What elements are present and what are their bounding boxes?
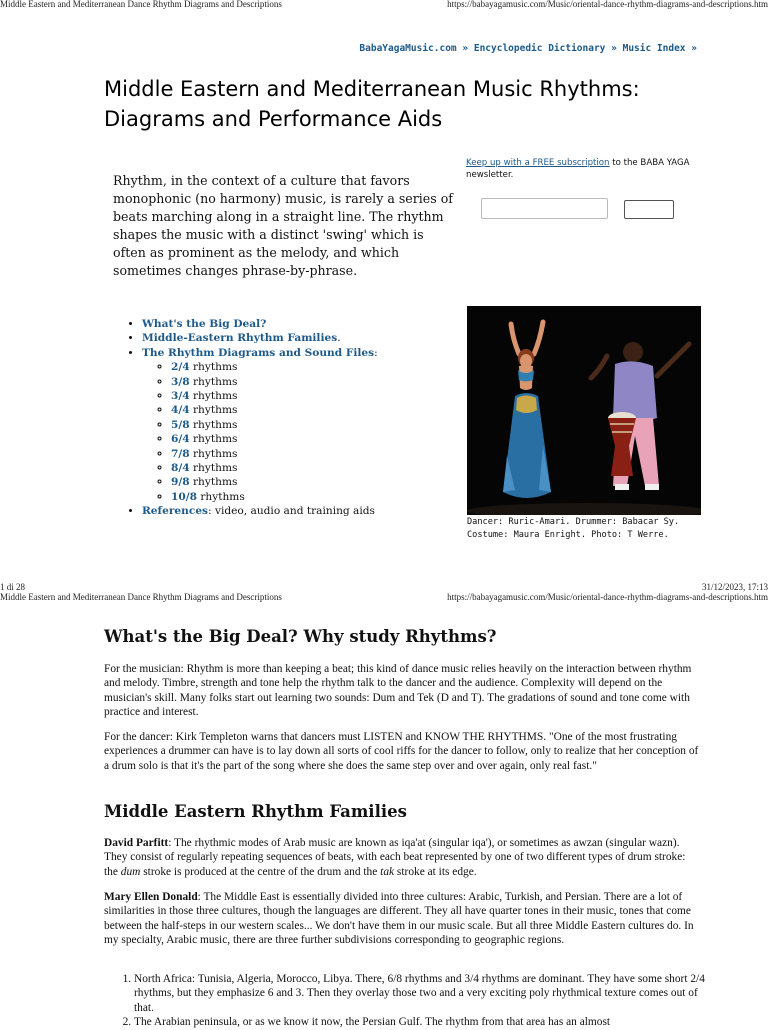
dancer-paragraph: For the dancer: Kirk Templeton warns that dancers must LISTEN and KNOW THE RHYTHMS. "One of the most frustrating experiences a drummer can have is to lay down all sorts of cool riffs for the dancer to follow, only to realize that her conception of a drum solo is that it's the part of the song where she does the same step over and over again, only real fast." (104, 731, 699, 772)
rhythm-suffix: rhythms (189, 447, 238, 460)
rhythm-list (142, 360, 442, 504)
rhythm-item (171, 432, 442, 446)
rhythm-link[interactable]: 2/4 (171, 361, 190, 374)
breadcrumb (359, 43, 697, 54)
rhythm-suffix: rhythms (189, 375, 238, 388)
rhythm-suffix: rhythms (189, 476, 238, 489)
newsletter-email-input[interactable] (481, 198, 608, 219)
parfitt-name: David Parfitt (104, 837, 169, 849)
rhythm-suffix: rhythms (189, 433, 238, 446)
rhythm-link[interactable]: 8/4 (171, 462, 190, 475)
intro-paragraph: Rhythm, in the context of a culture that favors monophonic (no harmony) music, is rarely a series of beats marching along in a straight line. The rhythm shapes the music with a distinct 'swing' which is often as prominent as the melody, and which sometimes changes phrase-by-phrase. (113, 173, 453, 278)
pdf-header-url: https://babayagamusic.com/Music/oriental-dance-rhythm-diagrams-and-descriptions.htm (447, 592, 768, 602)
tak-term: tak (380, 865, 395, 878)
toc-item (142, 317, 442, 331)
rhythm-suffix: rhythms (189, 418, 238, 431)
rhythm-link[interactable]: 3/8 (171, 375, 190, 388)
list-item: 2. The Arabian peninsula, or as we know it now, the Persian Gulf. The rhythm from that area has an almost (134, 1015, 714, 1029)
rhythm-link[interactable]: 7/8 (171, 447, 190, 460)
dum-term: dum (120, 865, 141, 878)
rhythm-item (171, 490, 442, 504)
rhythm-suffix: rhythms (189, 361, 238, 374)
breadcrumb-separator: » (462, 43, 469, 54)
stage-photo-illustration (467, 306, 701, 515)
rhythm-item (171, 475, 442, 489)
rhythm-suffix: rhythms (196, 490, 245, 503)
toc-link-references[interactable]: References (142, 505, 209, 518)
musician-paragraph: For the musician: Rhythm is more than keeping a beat; this kind of dance music relies heavily on the interaction between rhythm and melody. Timbre, strength and tone help the rhythm talk to the dancer and the audience. Complexity will depend on the musician's skill. Many folks start out learning two sounds: Dum and Tek (D and T). The gradations of sound and tone come with practice and interest. (104, 663, 692, 719)
rhythm-item (171, 447, 442, 461)
parfitt-text: : The rhythmic modes of Arab music are known as iqa'at (singular iqa'), or sometimes as awzan (singular wazn). They consist of regularly repeating sequences of beats, with each beat represented by one of two different types of drum stroke: the (104, 837, 686, 878)
table-of-contents (112, 317, 442, 519)
subscribe-rest-text: to the BABA YAGA newsletter. (466, 158, 690, 180)
pdf-header-title: Middle Eastern and Mediterranean Dance Rhythm Diagrams and Descriptions (0, 0, 282, 9)
parfitt-paragraph (104, 836, 700, 879)
breadcrumb-home-link[interactable]: BabaYagaMusic.com (359, 43, 457, 54)
pdf-timestamp: 31/12/2023, 17:13 (701, 582, 768, 592)
breadcrumb-dictionary-link[interactable]: Encyclopedic Dictionary (473, 43, 606, 54)
rhythm-item (171, 375, 442, 389)
rhythm-link[interactable]: 6/4 (171, 433, 190, 446)
rhythm-link[interactable]: 9/8 (171, 476, 190, 489)
section-heading-big-deal: What's the Big Deal? Why study Rhythms? (104, 627, 497, 646)
newsletter-subscribe-text (466, 158, 726, 181)
donald-name: Mary Ellen Donald (104, 891, 198, 903)
parfitt-text: stroke is produced at the centre of the drum and the (140, 865, 381, 878)
dancer-drummer-photo (467, 306, 701, 515)
rhythm-suffix: rhythms (189, 404, 238, 417)
toc-link-rhythm-families[interactable]: Middle-Eastern Rhythm Families (142, 332, 338, 345)
arabic-regions-list (104, 972, 714, 1030)
rhythm-link[interactable]: 10/8 (171, 490, 197, 503)
rhythm-link[interactable]: 4/4 (171, 404, 190, 417)
toc-link-rhythm-diagrams[interactable]: The Rhythm Diagrams and Sound Files (142, 346, 375, 359)
rhythm-item (171, 403, 442, 417)
pdf-header-title: Middle Eastern and Mediterranean Dance Rhythm Diagrams and Descriptions (0, 592, 282, 602)
breadcrumb-separator: » (611, 43, 617, 54)
toc-punct: . (337, 332, 341, 345)
rhythm-link[interactable]: 3/4 (171, 390, 190, 403)
photo-caption: Dancer: Ruric-Amari. Drummer: Babacar Sy. Costume: Maura Enright. Photo: T Werre. (467, 517, 680, 540)
donald-paragraph (104, 890, 700, 948)
newsletter-submit-button[interactable] (624, 200, 674, 219)
pdf-header-url: https://babayagamusic.com/Music/oriental-dance-rhythm-diagrams-and-descriptions.htm (447, 0, 768, 9)
toc-punct: : (374, 346, 378, 359)
donald-text: : The Middle East is essentially divided into three cultures: Arabic, Turkish, and Persian. There are a lot of similarities in those three cultures, though the languages are different. They all have quarter tones in their music, tones that come between the half-steps in our western scales... We don't have them in our music scale. But all three Middle Eastern cultures do. In my specialty, Arabic music, there are three further subdivisions corresponding to geographic regions. (104, 891, 694, 947)
rhythm-link[interactable]: 5/8 (171, 418, 190, 431)
list-item: 1. North Africa: Tunisia, Algeria, Morocco, Libya. There, 6/8 rhythms and 3/4 rhythms are dominant. They have some short 2/4 rhythms, but they emphasize 6 and 3. Then they overlay those two and a very exciting poly rhythmical texture comes out of that. (134, 972, 714, 1015)
toc-item (142, 504, 442, 518)
toc-link-big-deal[interactable]: What's the Big Deal? (142, 318, 267, 330)
breadcrumb-separator: » (691, 43, 697, 54)
subscribe-link[interactable]: Keep up with a FREE subscription (466, 158, 610, 168)
rhythm-item (171, 418, 442, 432)
rhythm-item (171, 389, 442, 403)
pdf-page-number: 1 di 28 (0, 582, 26, 592)
page-title: Middle Eastern and Mediterranean Music Rhythms: Diagrams and Performance Aids (104, 77, 640, 131)
breadcrumb-music-index-link[interactable]: Music Index (622, 43, 686, 54)
rhythm-suffix: rhythms (189, 390, 238, 403)
section-heading-rhythm-families: Middle Eastern Rhythm Families (104, 802, 407, 821)
rhythm-suffix: rhythms (189, 462, 238, 475)
parfitt-text: stroke at its edge. (394, 865, 477, 878)
toc-references-suffix: : video, audio and training aids (208, 505, 375, 518)
rhythm-item (171, 461, 442, 475)
toc-item (142, 331, 442, 345)
toc-item (142, 346, 442, 504)
rhythm-item (171, 360, 442, 374)
